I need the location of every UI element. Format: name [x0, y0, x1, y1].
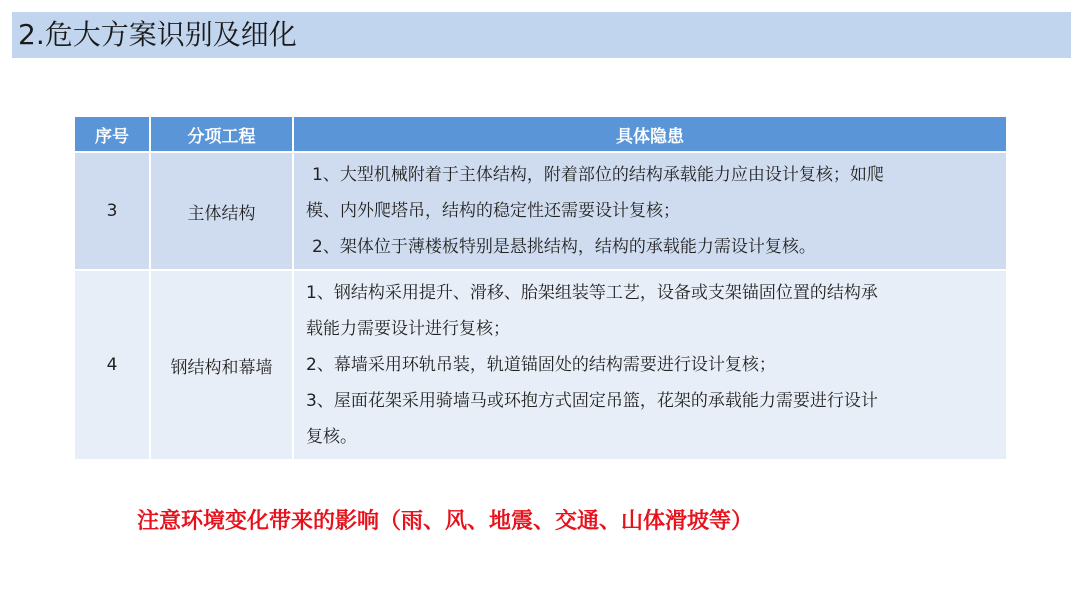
hazard-line: 2、幕墙采用环轨吊装，轨道锚固处的结构需要进行设计复核； [306, 355, 776, 375]
row-category: 主体结构 [151, 153, 294, 271]
header-category: 分项工程 [151, 117, 294, 153]
header-number: 序号 [75, 117, 151, 153]
table-header-row [75, 117, 1006, 153]
hazard-line: 1、钢结构采用提升、滑移、胎架组装等工艺，设备或支架锚固位置的结构承 [306, 283, 878, 303]
slide-title: 2.危大方案识别及细化 [18, 18, 297, 51]
header-hazards: 具体隐患 [294, 117, 1006, 153]
row-category: 钢结构和幕墙 [151, 271, 294, 461]
row-hazards [294, 153, 1006, 271]
row-hazards [294, 271, 1006, 461]
hazard-line: 1、大型机械附着于主体结构，附着部位的结构承载能力应由设计复核；如爬 [312, 165, 884, 185]
environment-notice: 注意环境变化带来的影响（雨、风、地震、交通、山体滑坡等） [137, 509, 754, 534]
row-number: 4 [75, 271, 151, 461]
hazard-line: 模、内外爬塔吊，结构的稳定性还需要设计复核； [306, 201, 680, 221]
table-row [75, 271, 1006, 461]
risk-table [75, 117, 1006, 461]
hazard-line: 载能力需要设计进行复核； [306, 319, 510, 339]
table-row [75, 153, 1006, 271]
row-number: 3 [75, 153, 151, 271]
hazard-line: 3、屋面花架采用骑墙马或环抱方式固定吊篮，花架的承载能力需要进行设计 [306, 391, 878, 411]
hazard-line: 2、架体位于薄楼板特别是悬挑结构，结构的承载能力需设计复核。 [312, 237, 816, 257]
title-bar [12, 12, 1071, 58]
hazard-line: 复核。 [306, 427, 357, 447]
